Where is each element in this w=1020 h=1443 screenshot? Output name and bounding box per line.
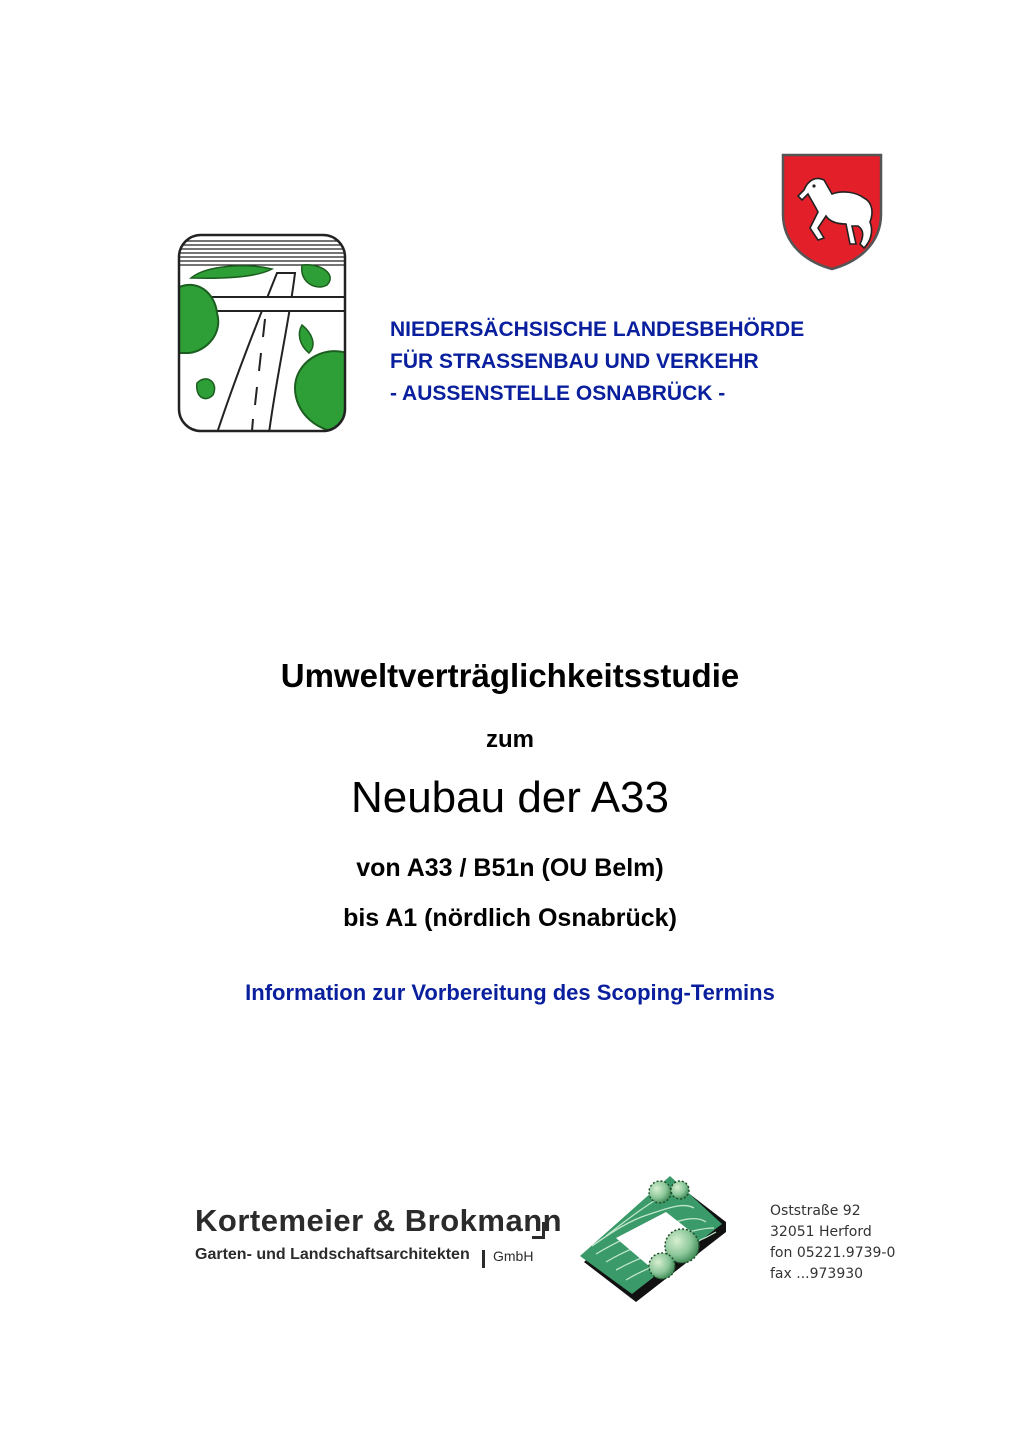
firm-street: Oststraße 92	[770, 1203, 861, 1219]
firm-name: Kortemeier & Brokmann	[195, 1203, 563, 1238]
firm-tagline: Garten- und Landschaftsarchitekten	[195, 1246, 470, 1263]
firm-address	[770, 1201, 895, 1285]
authority-line-1: NIEDERSÄCHSISCHE LANDESBEHÖRDE	[390, 318, 805, 341]
route-to: bis A1 (nördlich Osnabrück)	[343, 904, 677, 932]
authority-line-3: - AUSSENSTELLE OSNABRÜCK -	[390, 382, 726, 405]
project-title: Neubau der A33	[350, 773, 670, 822]
lower-saxony-horse-icon	[780, 152, 884, 272]
document-subtitle: Information zur Vorbereitung des Scoping-Termins	[245, 980, 775, 1005]
firm-phone: fon 05221.9739-0	[770, 1245, 896, 1261]
firm-city: 32051 Herford	[770, 1224, 872, 1240]
firm-legal-form: GmbH	[493, 1248, 534, 1264]
authority-block	[390, 314, 950, 410]
road-bridge-logo-icon	[177, 233, 347, 433]
authority-line-2: FÜR STRASSENBAU UND VERKEHR	[390, 350, 759, 373]
firm-divider	[482, 1250, 485, 1268]
firm-name-corner-mark	[532, 1222, 545, 1239]
document-title: Umweltverträglichkeitsstudie	[280, 657, 740, 694]
route-from: von A33 / B51n (OU Belm)	[356, 854, 664, 882]
firm-fax: fax ...973930	[770, 1266, 864, 1282]
connector-text: zum	[486, 726, 534, 753]
landscape-terrain-logo-icon	[576, 1172, 736, 1304]
